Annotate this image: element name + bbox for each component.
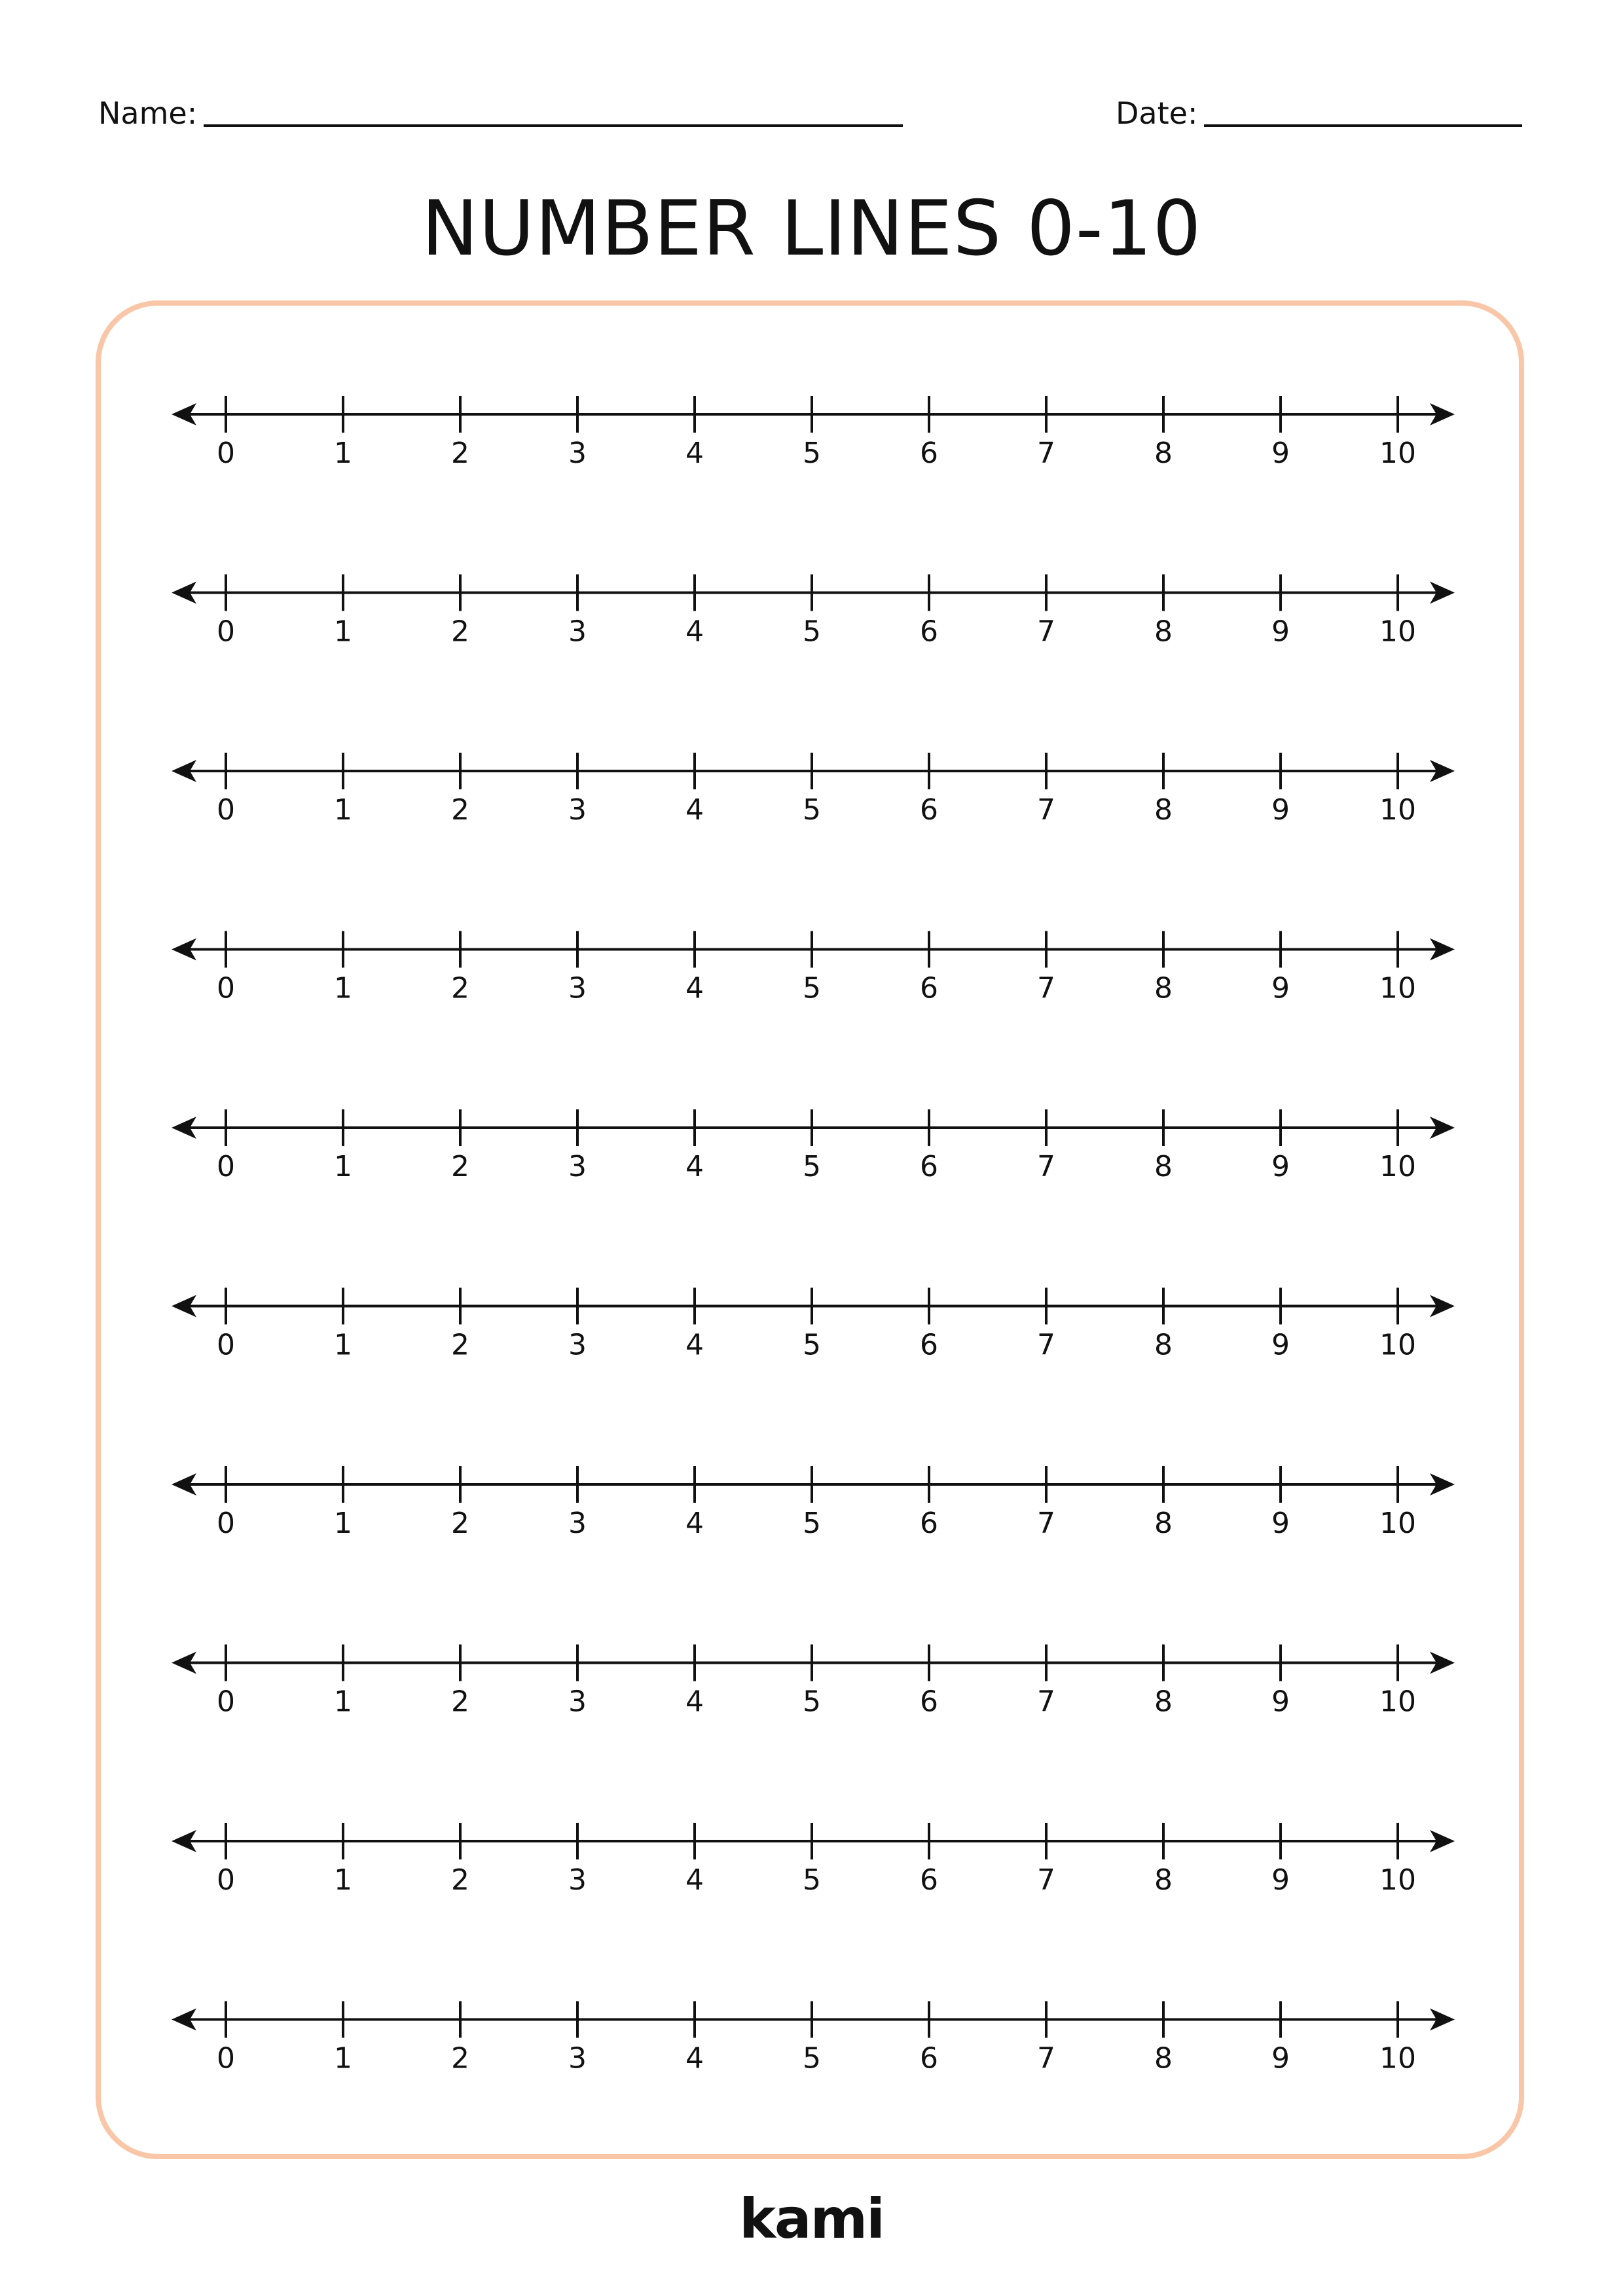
tick-label: 6 <box>920 437 938 470</box>
tick-label: 3 <box>568 971 587 1005</box>
tick-label: 6 <box>920 1150 938 1183</box>
tick-label: 2 <box>451 1507 469 1540</box>
tick-label: 0 <box>217 971 235 1005</box>
tick-label: 8 <box>1154 1150 1173 1183</box>
tick-label: 6 <box>920 1685 938 1719</box>
tick-label: 1 <box>334 1507 352 1540</box>
tick-label: 8 <box>1154 1328 1173 1362</box>
number-line-10 <box>172 2001 1455 2075</box>
tick-label: 5 <box>803 437 821 470</box>
number-line-2 <box>172 575 1455 649</box>
tick-label: 3 <box>568 1685 587 1719</box>
tick-label: 5 <box>803 1150 821 1183</box>
tick-label: 5 <box>803 1328 821 1362</box>
tick-label: 6 <box>920 1507 938 1540</box>
tick-label: 6 <box>920 615 938 649</box>
tick-label: 0 <box>217 793 235 827</box>
tick-label: 7 <box>1037 793 1055 827</box>
tick-label: 7 <box>1037 1150 1055 1183</box>
tick-label: 1 <box>334 2041 352 2075</box>
tick-label: 2 <box>451 615 469 649</box>
tick-label: 0 <box>217 437 235 470</box>
tick-label: 4 <box>685 615 704 649</box>
date-label: Date: <box>1116 96 1198 131</box>
tick-label: 10 <box>1379 1328 1416 1362</box>
tick-label: 3 <box>568 2041 587 2075</box>
tick-label: 4 <box>685 1507 704 1540</box>
tick-label: 10 <box>1379 793 1416 827</box>
tick-label: 7 <box>1037 1507 1055 1540</box>
tick-label: 0 <box>217 1685 235 1719</box>
tick-label: 5 <box>803 1685 821 1719</box>
tick-label: 2 <box>451 793 469 827</box>
number-line-7 <box>172 1466 1455 1540</box>
tick-label: 4 <box>685 2041 704 2075</box>
tick-label: 8 <box>1154 615 1173 649</box>
tick-label: 0 <box>217 1150 235 1183</box>
tick-label: 1 <box>334 437 352 470</box>
tick-label: 7 <box>1037 1328 1055 1362</box>
tick-label: 4 <box>685 793 704 827</box>
tick-label: 7 <box>1037 615 1055 649</box>
tick-label: 9 <box>1271 1150 1290 1183</box>
number-line-4 <box>172 931 1455 1005</box>
tick-label: 2 <box>451 2041 469 2075</box>
tick-label: 5 <box>803 1507 821 1540</box>
tick-label: 9 <box>1271 1685 1290 1719</box>
tick-label: 9 <box>1271 1507 1290 1540</box>
number-line-1 <box>172 396 1455 470</box>
tick-label: 6 <box>920 2041 938 2075</box>
tick-label: 8 <box>1154 437 1173 470</box>
tick-label: 9 <box>1271 971 1290 1005</box>
tick-label: 8 <box>1154 1685 1173 1719</box>
tick-label: 10 <box>1379 437 1416 470</box>
tick-label: 4 <box>685 971 704 1005</box>
tick-label: 1 <box>334 615 352 649</box>
tick-label: 10 <box>1379 971 1416 1005</box>
tick-label: 4 <box>685 1685 704 1719</box>
tick-label: 5 <box>803 971 821 1005</box>
tick-label: 1 <box>334 1328 352 1362</box>
tick-label: 8 <box>1154 1863 1173 1897</box>
tick-label: 2 <box>451 437 469 470</box>
tick-label: 2 <box>451 1150 469 1183</box>
tick-label: 6 <box>920 971 938 1005</box>
tick-label: 7 <box>1037 2041 1055 2075</box>
tick-label: 9 <box>1271 2041 1290 2075</box>
tick-label: 4 <box>685 1150 704 1183</box>
tick-label: 9 <box>1271 1863 1290 1897</box>
tick-label: 8 <box>1154 2041 1173 2075</box>
number-line-6 <box>172 1288 1455 1362</box>
tick-label: 3 <box>568 1328 587 1362</box>
tick-label: 8 <box>1154 793 1173 827</box>
tick-label: 6 <box>920 793 938 827</box>
tick-label: 10 <box>1379 1863 1416 1897</box>
tick-label: 3 <box>568 1863 587 1897</box>
tick-label: 6 <box>920 1328 938 1362</box>
tick-label: 7 <box>1037 1685 1055 1719</box>
number-line-8 <box>172 1645 1455 1719</box>
tick-label: 10 <box>1379 2041 1416 2075</box>
tick-label: 1 <box>334 971 352 1005</box>
tick-label: 9 <box>1271 615 1290 649</box>
tick-label: 10 <box>1379 1150 1416 1183</box>
tick-label: 4 <box>685 1328 704 1362</box>
tick-label: 9 <box>1271 437 1290 470</box>
tick-label: 2 <box>451 971 469 1005</box>
tick-label: 3 <box>568 1150 587 1183</box>
tick-label: 2 <box>451 1328 469 1362</box>
tick-label: 0 <box>217 2041 235 2075</box>
tick-label: 7 <box>1037 1863 1055 1897</box>
tick-label: 0 <box>217 615 235 649</box>
tick-label: 1 <box>334 793 352 827</box>
tick-label: 1 <box>334 1685 352 1719</box>
page-title: NUMBER LINES 0-10 <box>421 185 1202 273</box>
tick-label: 1 <box>334 1863 352 1897</box>
number-line-5 <box>172 1109 1455 1183</box>
tick-label: 4 <box>685 437 704 470</box>
tick-label: 8 <box>1154 971 1173 1005</box>
tick-label: 8 <box>1154 1507 1173 1540</box>
tick-label: 10 <box>1379 1507 1416 1540</box>
tick-label: 7 <box>1037 437 1055 470</box>
number-line-9 <box>172 1823 1455 1897</box>
tick-label: 2 <box>451 1863 469 1897</box>
tick-label: 10 <box>1379 1685 1416 1719</box>
tick-label: 0 <box>217 1863 235 1897</box>
tick-label: 0 <box>217 1507 235 1540</box>
number-line-3 <box>172 753 1455 827</box>
tick-label: 5 <box>803 793 821 827</box>
tick-label: 4 <box>685 1863 704 1897</box>
tick-label: 3 <box>568 793 587 827</box>
tick-label: 3 <box>568 1507 587 1540</box>
tick-label: 6 <box>920 1863 938 1897</box>
tick-label: 7 <box>1037 971 1055 1005</box>
tick-label: 9 <box>1271 1328 1290 1362</box>
tick-label: 10 <box>1379 615 1416 649</box>
name-label: Name: <box>98 96 198 131</box>
tick-label: 5 <box>803 615 821 649</box>
tick-label: 2 <box>451 1685 469 1719</box>
tick-label: 3 <box>568 615 587 649</box>
tick-label: 9 <box>1271 793 1290 827</box>
tick-label: 5 <box>803 1863 821 1897</box>
kami-logo: kami <box>739 2187 884 2251</box>
tick-label: 0 <box>217 1328 235 1362</box>
tick-label: 5 <box>803 2041 821 2075</box>
tick-label: 1 <box>334 1150 352 1183</box>
tick-label: 3 <box>568 437 587 470</box>
